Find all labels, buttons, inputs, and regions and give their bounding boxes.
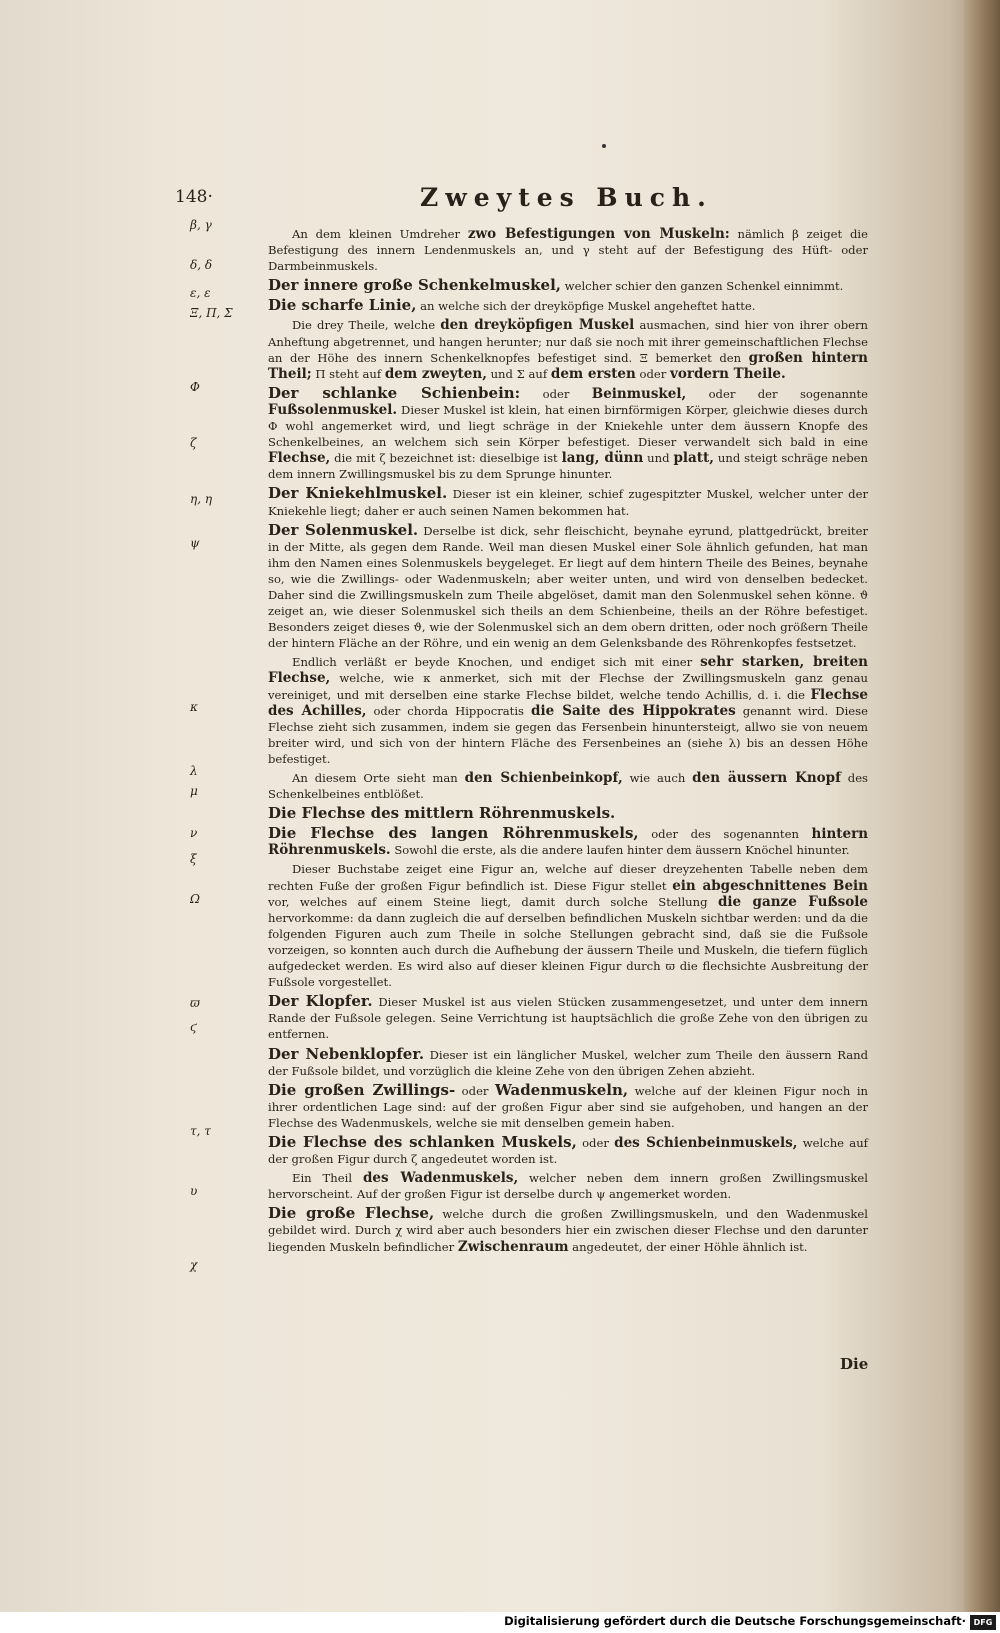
term-heading: Der Kniekehlmuskel.: [268, 484, 448, 503]
body-text-run: genannt wird. Diese Flechse zieht sich zusammen, indem sie gegen das Fersenbein hinuntersteigt, allwo sie von neuem breiter wird, und sich von der hintern Fläche des Fersenbeines an (siehe λ) bis an dessen Höhe befestiget.: [268, 703, 868, 766]
term-heading: Wadenmuskeln,: [494, 1080, 629, 1099]
paragraph: [268, 226, 868, 274]
margin-reference-letter: λ: [190, 764, 198, 778]
body-text-run: An dem kleinen Umdreher: [292, 227, 468, 241]
emphasis-text: hintern Röhrenmuskels.: [268, 826, 869, 859]
emphasis-text: des Wadenmuskels,: [362, 1170, 519, 1187]
term-heading: Die Flechse des langen Röhrenmuskels,: [268, 824, 639, 843]
emphasis-text: die ganze Fußsole: [717, 893, 869, 910]
body-text-run: welche durch die großen Zwillingsmuskeln, und den Wadenmuskel gebildet wird. Durch χ wird aber auch besonders hier ein zwischen dieser Flechse und den darunter liegenden Muskeln befindlicher: [268, 1207, 868, 1254]
body-text-run: Endlich verläßt er beyde Knochen, und endiget sich mit einer: [292, 655, 701, 670]
body-text-run: welche auf der kleinen Figur noch in ihrer ordentlichen Lage sind: auf der großen Figur aber sind sie aufgehoben, und hangen an der Flechse des Wadenmuskels, welche sie mit denselben gemein haben.: [268, 1083, 869, 1130]
body-text-run: oder: [455, 1083, 495, 1098]
paragraph: [268, 825, 868, 858]
emphasis-text: ein abgeschnittenes Bein: [672, 877, 868, 894]
body-text-run: Sowohl die erste, als die andere laufen hinter dem äussern Knöchel hinunter.: [390, 843, 850, 858]
margin-reference-letter: Ξ, Π, Σ: [190, 306, 233, 320]
body-text-run: Π steht auf: [311, 366, 385, 381]
body-text-run: oder: [576, 1135, 615, 1150]
footer-credit: Digitalisierung gefördert durch die Deutsche Forschungsgemeinschaft·: [504, 1614, 966, 1628]
body-text-run: Dieser ist ein kleiner, schief zugespitzter Muskel, welcher unter der Kniekehle liegt; daher er auch seinen Namen bekommen hat.: [268, 487, 868, 518]
emphasis-text: des Schienbeinmuskels,: [614, 1134, 798, 1151]
paragraph: [268, 1046, 868, 1079]
emphasis-text: den äussern Knopf: [692, 770, 841, 786]
body-text-run: welcher neben dem innern großen Zwillingsmuskel hervorscheint. Auf der großen Figur ist derselbe durch ψ angemerket worden.: [268, 1171, 868, 1202]
dfg-logo: DFG: [970, 1615, 996, 1630]
emphasis-text: Flechse,: [268, 450, 331, 467]
margin-reference-letter: τ, τ: [190, 1124, 211, 1138]
paragraph: [268, 385, 868, 483]
body-text-run: vor, welches auf einem Steine liegt, damit durch solche Stellung: [268, 894, 718, 909]
body-text-run: Die drey Theile, welche: [292, 318, 441, 333]
margin-reference-letter: η, η: [190, 492, 213, 506]
paragraph: [268, 277, 868, 294]
emphasis-text: Zwischenraum: [457, 1238, 569, 1255]
margin-reference-letter: χ: [190, 1258, 198, 1272]
body-text-run: und Σ auf: [486, 366, 551, 381]
margin-reference-letter: Ω: [190, 892, 200, 906]
emphasis-text: Beinmuskel,: [591, 385, 687, 402]
paragraph: [268, 297, 868, 314]
emphasis-text: dem zweyten,: [384, 365, 487, 382]
margin-reference-letter: β, γ: [190, 218, 212, 232]
body-text-run: An diesem Orte sieht man: [292, 771, 465, 785]
paragraph: [268, 317, 868, 381]
body-text-run: welche auf der großen Figur durch ζ angedeutet worden ist.: [268, 1135, 868, 1167]
margin-reference-letter: ε, ε: [190, 286, 211, 300]
body-text-run: oder der sogenannte: [686, 386, 868, 401]
paragraph: [268, 1170, 868, 1202]
paragraph: [268, 485, 868, 518]
term-heading: Der schlanke Schienbein:: [268, 383, 521, 402]
body-text-run: Dieser Buchstabe zeiget eine Figur an, welche auf dieser dreyzehenten Tabelle neben dem rechten Fuße der großen Figur befindlich ist. Diese Figur stellet: [268, 862, 868, 893]
body-text-run: und: [643, 451, 674, 466]
paragraph: [268, 805, 868, 822]
margin-reference-letter: ϛ: [190, 1020, 197, 1034]
body-text-run: oder: [635, 366, 671, 381]
term-heading: Der Solenmuskel.: [268, 520, 419, 539]
term-heading: Die Flechse des schlanken Muskels,: [268, 1132, 577, 1151]
page-binding-shadow: [964, 0, 1000, 1612]
body-text-run: Dieser ist ein länglicher Muskel, welcher zum Theile den äussern Rand der Fußsole bildet, und vorzüglich die kleine Zehe von den übrigen Zehen abzieht.: [268, 1047, 868, 1078]
margin-reference-letter: δ, δ: [190, 258, 213, 272]
term-heading: Die großen Zwillings-: [268, 1080, 456, 1099]
term-heading: Der Klopfer.: [268, 992, 373, 1011]
margin-reference-letter: κ: [190, 700, 198, 714]
paragraph: [268, 1205, 868, 1254]
digitization-footer: [0, 1612, 1000, 1633]
body-text-run: wie auch: [622, 771, 693, 785]
emphasis-text: Flechse des Achilles,: [268, 686, 868, 719]
body-text-run: oder des sogenannten: [638, 827, 812, 842]
paragraph: [268, 1134, 868, 1167]
body-text-run: die mit ζ bezeichnet ist: dieselbige ist: [330, 451, 562, 466]
printer-dot: [602, 144, 606, 148]
term-heading: Die scharfe Linie,: [268, 296, 417, 315]
margin-reference-letter: ψ: [190, 536, 200, 550]
emphasis-text: den Schienbeinkopf,: [464, 770, 623, 786]
paragraph: [268, 861, 868, 990]
body-text: [268, 226, 868, 1255]
margin-reference-letter: Φ: [190, 380, 200, 394]
body-text-run: oder chorda Hippocratis: [366, 703, 532, 718]
margin-reference-letter: υ: [190, 1184, 198, 1198]
paragraph: [268, 654, 868, 767]
paragraph: [268, 522, 868, 652]
body-text-run: welcher schier den ganzen Schenkel einnimmt.: [561, 279, 844, 294]
paragraph: [268, 770, 868, 802]
emphasis-text: den dreyköpfigen Muskel: [440, 317, 635, 334]
term-heading: Der Nebenklopfer.: [268, 1044, 425, 1063]
emphasis-text: platt,: [673, 450, 714, 467]
margin-reference-letter: ξ: [190, 852, 197, 866]
body-text-run: nämlich β zeiget die Befestigung des innern Lendenmuskels an, und γ steht auf der Befestigung des Hüft- oder Darmbeinmuskels.: [268, 227, 868, 274]
emphasis-text: sehr starken, breiten Flechse,: [268, 654, 868, 687]
margin-reference-letter: ζ: [190, 436, 197, 450]
page-number: 148·: [175, 187, 213, 207]
emphasis-text: zwo Befestigungen von Muskeln:: [467, 226, 730, 242]
body-text-run: des Schenkelbeines entblößet.: [268, 771, 869, 802]
paragraph: [268, 993, 868, 1042]
term-heading: Der innere große Schenkelmuskel,: [268, 276, 561, 295]
body-text-run: Dieser Muskel ist klein, hat einen birnförmigen Körper, gleichwie dieses durch Φ wohl angemerket wird, und liegt schräge in der Kniekehle unter dem äussern Knopfe des Schenkelbeines, an welchem sich sein Körper befestiget. Dieser verwandelt sich bald in eine: [268, 402, 868, 450]
emphasis-text: großen hintern Theil;: [268, 349, 868, 382]
term-heading: Die große Flechse,: [268, 1204, 435, 1223]
catchword: Die: [840, 1355, 869, 1373]
page-title: Zweytes Buch.: [420, 183, 713, 212]
margin-reference-letter: μ: [190, 784, 198, 798]
emphasis-text: dem ersten: [550, 365, 636, 382]
body-text-run: angedeutet, der einer Höhle ähnlich ist.: [568, 1239, 808, 1254]
body-text-run: Dieser Muskel ist aus vielen Stücken zusammengesetzet, und unter dem innern Rande der Fußsole gelegen. Seine Verrichtung ist hauptsächlich die große Zehe von den übrigen zu entfernen.: [268, 995, 868, 1042]
term-heading: Die Flechse des mittlern Röhrenmuskels.: [268, 804, 616, 823]
body-text-run: hervorkomme: da dann zugleich die auf derselben befindlichen Muskeln sichtbar werden: und da die folgenden Figuren auch zum Theile in solche Stellungen gebracht sind, daß sie die Fußsole vorzeigen, so konnten auch durch die Aufhebung der äussern Theile und Muskeln, die tiefern füglich aufgedecket werden. Es wird also auf dieser kleinen Figur durch ϖ die flechsichte Ausbreitung der Fußsole vorgestellet.: [268, 910, 868, 990]
body-text-run: Derselbe ist dick, sehr fleischicht, beynahe eyrund, plattgedrückt, breiter in der Mitte, als gegen dem Rande. Weil man diesen Muskel einer Sole ähnlich gefunden, hat man ihm den Namen eines Solenmuskels beygeleget. Er liegt auf dem hintern Theile des Beines, beynahe so, wie die Zwillings- oder Wadenmuskeln; aber weiter unten, und wird von denselben bedecket. Daher sind die Zwillingsmuskeln zum Theile abgelöset, damit man den Solenmuskel sehen könne. ϑ zeiget an, wie dieser Solenmuskel sich theils an dem Schienbeine, theils an der Röhre befestiget. Besonders zeiget dieses ϑ, wie der Solenmuskel sich an dem obern dritten, oder noch größern Theile der hintern Fläche an der Röhre, und ein wenig an dem Gelenksbande des Röhrenkopfes festsetzet.: [268, 523, 868, 651]
body-text-run: oder: [520, 386, 592, 401]
body-text-run: an welche sich der dreyköpfige Muskel angeheftet hatte.: [416, 299, 756, 314]
body-text-run: welche, wie κ anmerket, sich mit der Flechse der Zwillingsmuskeln ganz genau vereiniget, und mit derselben eine starke Flechse bildet, welche tendo Achillis, d. i. die: [268, 671, 868, 702]
margin-reference-letter: ϖ: [190, 996, 200, 1010]
body-text-run: Ein Theil: [292, 1171, 363, 1186]
paragraph: [268, 1082, 868, 1131]
emphasis-text: vordern Theile.: [670, 365, 786, 382]
emphasis-text: Fußsolenmuskel.: [268, 401, 398, 418]
emphasis-text: lang, dünn: [561, 450, 644, 467]
margin-reference-letter: ν: [190, 826, 198, 840]
body-text-run: und steigt schräge neben dem innern Zwillingsmuskel bis zu dem Sprunge hinunter.: [268, 451, 868, 482]
body-text-run: ausmachen, sind hier von ihrer obern Anheftung abgetrennet, und hangen herunter; nur daß sie noch mit ihrer gemeinschaftlichen Flechse an der Höhe des innern Schenkelknopfes befestiget sind. Ξ bemerket den: [268, 318, 868, 365]
emphasis-text: die Saite des Hippokrates: [531, 702, 736, 719]
